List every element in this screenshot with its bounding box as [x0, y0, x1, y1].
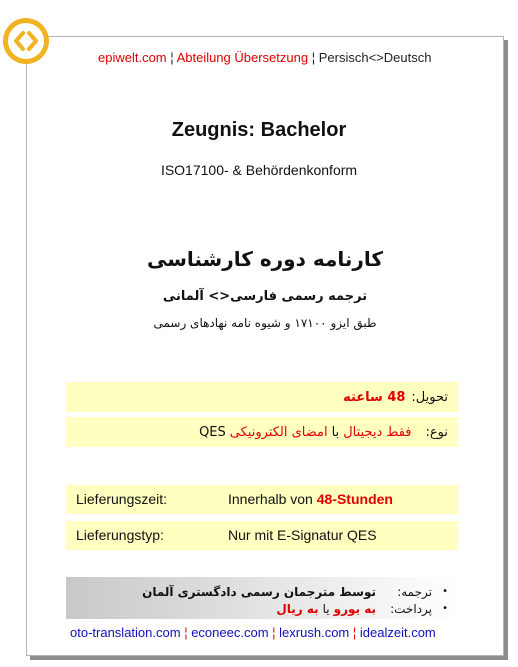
fa-type-esign: امضای الکترونیکی: [229, 424, 328, 440]
footer-translation-value: توسط مترجمان رسمی دادگستری آلمان: [142, 584, 376, 599]
fa-type-digital: فقط دیجیتال: [343, 424, 412, 440]
separator: ¦: [352, 625, 357, 640]
fa-type-label: نوع:: [425, 424, 448, 440]
de-delivery-prefix: Innerhalb von: [228, 491, 313, 507]
de-delivery-band: [66, 485, 458, 514]
header-line: [98, 50, 431, 65]
fa-delivery-value: 48 ساعته: [343, 389, 406, 405]
partner-link[interactable]: econeec.com: [191, 625, 269, 640]
footer-payment-or: یا: [322, 601, 330, 616]
site-link[interactable]: epiwelt.com: [98, 50, 167, 65]
bullet: •: [442, 586, 448, 597]
language-pair: Persisch<>Deutsch: [318, 50, 432, 65]
footer-payment-label: پرداخت:: [390, 601, 432, 616]
footer-translation-row: [66, 583, 448, 600]
partner-link[interactable]: lexrush.com: [279, 625, 350, 640]
footer-payment-euro: به یورو: [333, 601, 376, 616]
partner-link[interactable]: idealzeit.com: [359, 625, 436, 640]
footer-translation-label: ترجمه:: [397, 584, 432, 599]
de-type-label: Lieferungstyp:: [76, 527, 164, 543]
fa-delivery-label: تحویل:: [411, 389, 448, 405]
de-type-band: [66, 521, 458, 550]
separator: ¦: [184, 625, 188, 640]
bullet: •: [442, 603, 448, 614]
fa-delivery-band: [66, 382, 458, 412]
footer-payment-row: [66, 600, 448, 617]
fa-type-qes: QES: [199, 424, 226, 440]
persian-title: کارنامه دوره کارشناسی: [146, 247, 384, 271]
fa-type-band: [66, 417, 458, 447]
footer-payment-rial: به ریال: [276, 601, 319, 616]
code-arrows-icon: [3, 18, 49, 64]
partner-link[interactable]: oto-translation.com: [70, 625, 181, 640]
department-link[interactable]: Abteilung Übersetzung: [176, 50, 309, 65]
document-title: Zeugnis: Bachelor: [171, 119, 347, 141]
de-delivery-label: Lieferungszeit:: [76, 491, 168, 507]
footer-info-box: [66, 577, 458, 619]
separator: ¦: [170, 50, 174, 65]
separator: ¦: [311, 50, 316, 65]
de-delivery-hours: 48-Stunden: [316, 491, 393, 507]
logo: [3, 18, 49, 64]
partner-links: [70, 625, 436, 640]
de-delivery-value: [228, 491, 393, 507]
fa-type-with: با: [331, 424, 340, 440]
de-type-value: Nur mit E-Signatur QES: [228, 527, 377, 543]
separator: ¦: [272, 625, 276, 640]
persian-standard-note: طبق ایزو ۱۷۱۰۰ و شیوه نامه نهادهای رسمی: [153, 316, 377, 330]
persian-subtitle: ترجمه رسمی فارسی<> آلمانی: [162, 289, 368, 304]
document-subtitle: ISO17100- & Behördenkonform: [160, 162, 358, 178]
